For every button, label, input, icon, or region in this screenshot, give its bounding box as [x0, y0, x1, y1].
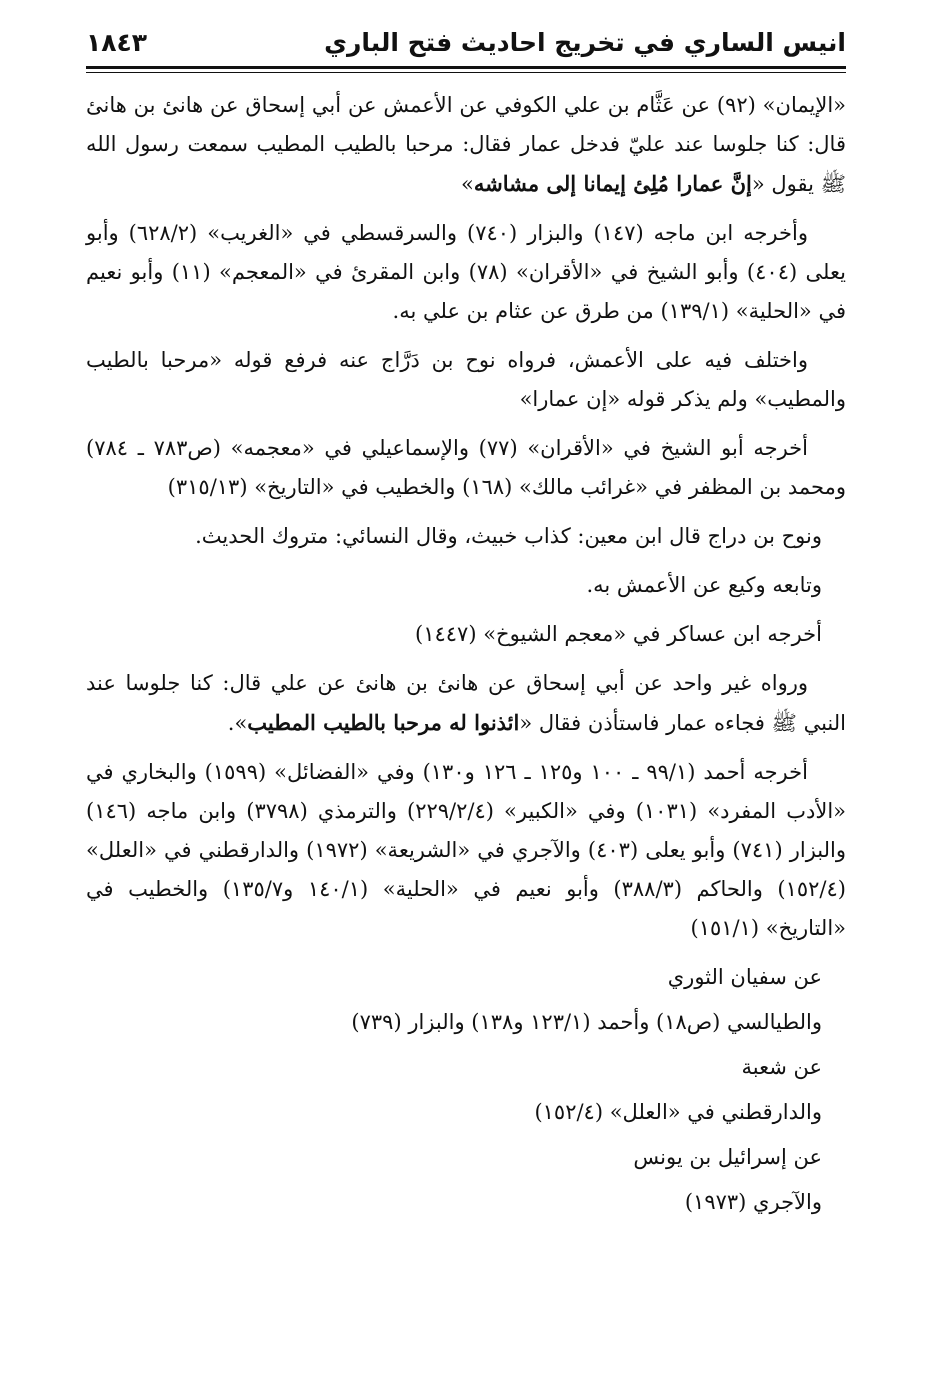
paragraph	[86, 341, 846, 419]
paragraph-text: ونوح بن دراج قال ابن معين: كذاب خبيث، وقال النسائي: متروك الحديث.	[195, 524, 822, 548]
paragraph-text: أخرجه أحمد (٩٩/١ ـ ١٠٠ و١٢٥ ـ ١٢٦ و١٣٠) وفي «الفضائل» (١٥٩٩) والبخاري في «الأدب المفرد» (١٠٣١) وفي «الكبير» (٢٢٩/٢/٤) والترمذي (٣٧٩٨) وابن ماجه (١٤٦) والبزار (٧٤١) وأبو يعلى (٤٠٣) والآجري في «الشريعة» (١٩٧٢) والدارقطني في «العلل» (١٥٢/٤) والحاكم (٣٨٨/٣) وأبو نعيم في «الحلية» (١٤٠/١ و١٣٥/٧) والخطيب في «التاريخ» (١٥١/١)	[86, 760, 846, 940]
running-header	[86, 26, 846, 66]
paragraph-text: والدارقطني في «العلل» (١٥٢/٤)	[534, 1100, 822, 1124]
book-title: انيس الساري في تخريج احاديث فتح الباري	[324, 28, 846, 57]
paragraph-text: أخرجه ابن عساكر في «معجم الشيوخ» (١٤٤٧)	[415, 622, 822, 646]
paragraph-text: أخرجه أبو الشيخ في «الأقران» (٧٧) والإسماعيلي في «معجمه» (ص٧٨٣ ـ ٧٨٤) ومحمد بن المظفر في «غرائب مالك» (١٦٨) والخطيب في «التاريخ» (٣١٥/١٣)	[86, 436, 846, 499]
hadith-text: ائذنوا له مرحبا بالطيب المطيب	[247, 710, 520, 735]
paragraph-text: ورواه غير واحد عن أبي إسحاق عن هانئ بن هانئ عن علي قال: كنا جلوسا عند النبي ﷺ فجاءه عمار فاستأذن فقال «	[86, 671, 846, 735]
paragraph	[86, 517, 846, 556]
paragraph	[86, 958, 846, 997]
paragraph	[86, 1003, 846, 1042]
page-number: ١٨٤٣	[86, 28, 148, 57]
paragraph-text: عن سفيان الثوري	[667, 965, 822, 989]
paragraph	[86, 1048, 846, 1087]
paragraph	[86, 664, 846, 743]
paragraph-text: عن شعبة	[741, 1055, 822, 1079]
paragraph-text: واختلف فيه على الأعمش، فرواه نوح بن دَرَّاج عنه فرفع قوله «مرحبا بالطيب والمطيب» ولم يذكر قوله «إن عمارا»	[86, 348, 846, 411]
paragraph	[86, 1183, 846, 1222]
paragraph	[86, 566, 846, 605]
paragraph-text: والطيالسي (ص١٨) وأحمد (١٢٣/١ و١٣٨) والبزار (٧٣٩)	[351, 1010, 822, 1034]
paragraph	[86, 214, 846, 331]
paragraph-text: »	[460, 172, 474, 196]
paragraph	[86, 1093, 846, 1132]
header-rule-thin	[86, 72, 846, 73]
header-rule-thick	[86, 66, 846, 69]
paragraph-text: وأخرجه ابن ماجه (١٤٧) والبزار (٧٤٠) والسرقسطي في «الغريب» (٦٢٨/٢) وأبو يعلى (٤٠٤) وأبو الشيخ في «الأقران» (٧٨) وابن المقرئ في «المعجم» (١١) وأبو نعيم في «الحلية» (١٣٩/١) من طرق عن عثام بن علي به.	[86, 221, 846, 323]
hadith-text: إنَّ عمارا مُلِئ إيمانا إلى مشاشه	[473, 171, 752, 196]
paragraph	[86, 753, 846, 948]
paragraph-text: والآجري (١٩٧٣)	[684, 1190, 822, 1214]
paragraph	[86, 615, 846, 654]
paragraph	[86, 1138, 846, 1177]
paragraph-text: وتابعه وكيع عن الأعمش به.	[586, 573, 822, 597]
paragraph-text: ».	[227, 711, 248, 735]
paragraph-text: «الإيمان» (٩٢) عن عَثَّام بن علي الكوفي عن الأعمش عن أبي إسحاق عن هانئ بن هانئ قال: كنا جلوسا عند عليّ فدخل عمار فقال: مرحبا بالطيب المطيب سمعت رسول الله ﷺ يقول «	[86, 93, 846, 196]
paragraph	[86, 429, 846, 507]
paragraph-text: عن إسرائيل بن يونس	[633, 1145, 822, 1169]
body-text	[86, 86, 846, 1228]
paragraph	[86, 86, 846, 204]
